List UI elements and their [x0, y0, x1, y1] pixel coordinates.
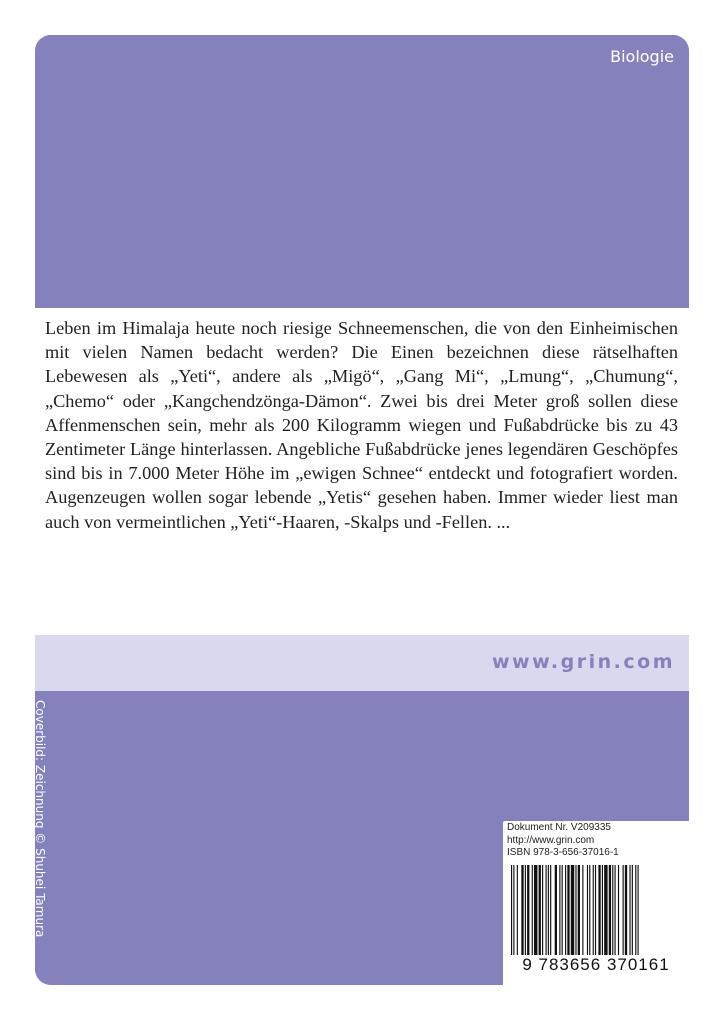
barcode-bar: [525, 865, 526, 961]
document-number: Dokument Nr. V209335: [507, 822, 611, 833]
barcode-bar: [517, 865, 518, 961]
barcode-bars: [511, 865, 681, 961]
barcode-digits: 9 783656 370161: [503, 955, 689, 975]
barcode-bar: [618, 865, 619, 961]
isbn-number: ISBN 978-3-656-37016-1: [507, 847, 619, 858]
barcode-bar: [623, 865, 624, 961]
barcode-bar: [593, 865, 594, 961]
barcode-bar: [582, 865, 583, 961]
barcode-bar: [532, 865, 533, 961]
barcode-bar: [612, 865, 613, 961]
barcode-bar: [542, 865, 543, 961]
barcode-bar: [555, 865, 557, 961]
barcode-bar: [562, 865, 563, 961]
barcode-bar: [587, 865, 588, 961]
barcode-bar: [565, 865, 566, 961]
barcode-bar: [521, 865, 523, 961]
barcode-bar: [567, 865, 569, 961]
barcode-bar: [595, 865, 596, 961]
barcode-bar: [511, 865, 512, 961]
barcode-bar: [571, 865, 574, 961]
barcode-bar: [604, 865, 607, 961]
document-info: [507, 822, 619, 860]
top-color-panel: [35, 35, 689, 308]
barcode-bar: [615, 865, 616, 961]
barcode-bar: [539, 865, 541, 961]
category-label: Biologie: [610, 47, 674, 66]
publisher-url[interactable]: www.grin.com: [491, 651, 675, 673]
barcode-bar: [513, 865, 514, 961]
barcode-bar: [589, 865, 590, 961]
barcode-bar: [546, 865, 547, 961]
barcode-bar: [632, 865, 633, 961]
blurb-text: Leben im Himalaja heute noch riesige Schneemenschen, die von den Einheimischen mit vielen Namen bedacht werden? Die Einen bezeichnen diese rätselhaften Lebewesen als „Yeti“, andere als „Migö“, „Gang Mi“, „Lmung“, „Chumung“, „Chemo“ oder „Kangchendzönga-Dämon“. Zwei bis drei Meter groß sollen diese Affenmenschen sein, mehr als 200 Kilogramm wiegen und Fußabdrücke bis zu 43 Zentimeter Länge hinterlassen. Angebliche Fußabdrücke jenes legendären Geschöpfes sind bis in 7.000 Meter Höhe im „ewigen Schnee“ entdeckt und fotografiert worden. Augenzeugen wollen sogar lebende „Yetis“ gesehen haben. Immer wieder liest man auch von vermeintlichen „Yeti“-Haaren, -Skalps und -Fellen. ...: [45, 318, 678, 532]
blurb-panel: [35, 308, 689, 635]
barcode-bar: [602, 865, 603, 961]
barcode-bar: [609, 865, 611, 961]
barcode-bar: [534, 865, 537, 961]
barcode-bar: [575, 865, 576, 961]
cover-credit: Coverbild: Zeichnung © Shuhei Tamura: [33, 700, 47, 938]
url-band: [35, 635, 689, 691]
barcode-bar: [598, 865, 600, 961]
barcode-bar: [625, 865, 627, 961]
barcode-bar: [638, 865, 639, 961]
barcode-bar: [559, 865, 560, 961]
barcode-bar: [629, 865, 630, 961]
barcode-bar: [548, 865, 549, 961]
barcode-bar: [578, 865, 580, 961]
barcode-bar: [527, 865, 529, 961]
barcode-bar: [550, 865, 551, 961]
barcode-box: [503, 821, 689, 985]
barcode-bar: [635, 865, 636, 961]
document-url: http://www.grin.com: [507, 834, 595, 846]
